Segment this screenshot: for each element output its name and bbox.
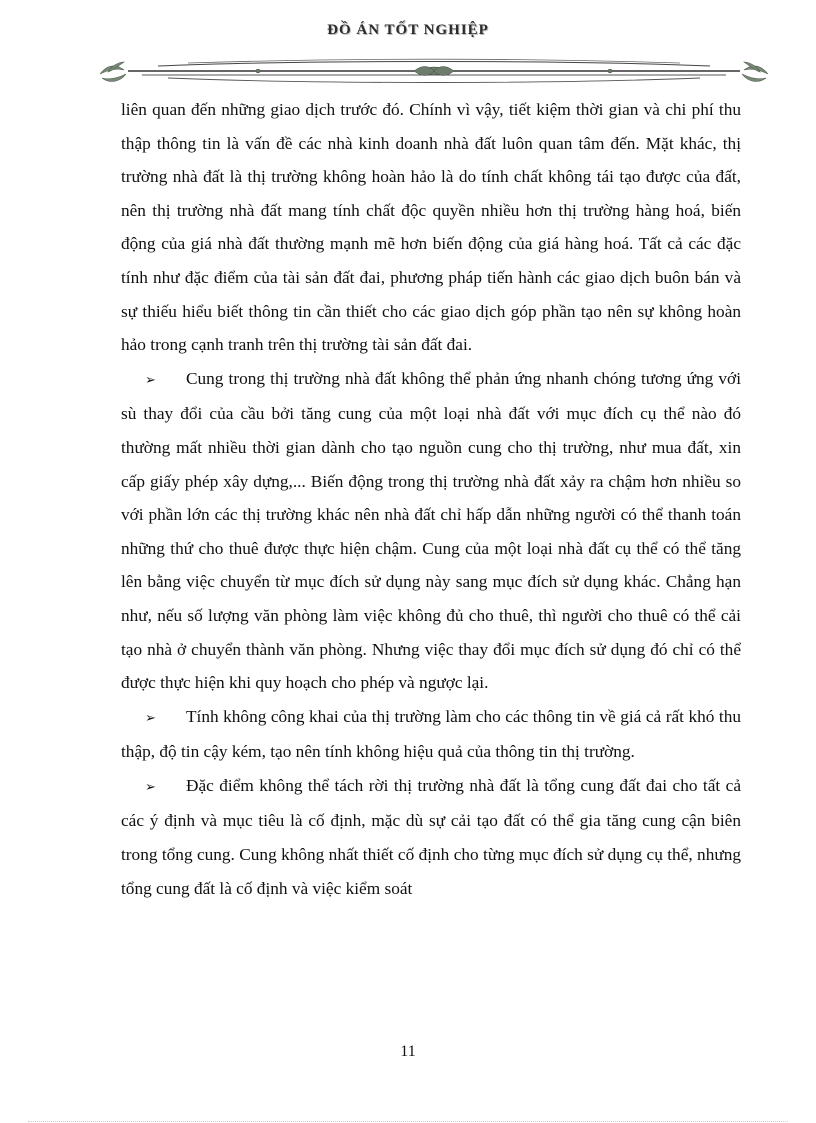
- bullet-paragraph-text: Cung trong thị trường nhà đất không thể phản ứng nhanh chóng tương ứng với sù thay đổi của cầu bởi tăng cung của một loại nhà đất với mục đích cụ thể nào đó thường mất nhiều thời gian dành cho tạo nguồn cung cho thị trường, như mua đất, xin cấp giấy phép xây dựng,... Biến động trong thị trường nhà đất xảy ra chậm hơn nhiều so với phần lớn các thị trường khác nên nhà đất chỉ hấp dẫn những người có thể thanh toán những thứ cho thuê được thực hiện chậm. Cung của một loại nhà đất cụ thể có thể tăng lên bằng việc chuyển từ mục đích sử dụng này sang mục đích sử dụng khác. Chẳng hạn như, nếu số lượng văn phòng làm việc không đủ cho thuê, thì người cho thuê có thể cải tạo nhà ở chuyển thành văn phòng. Nhưng việc thay đổi mục đích sử dụng đó chỉ có thể được thực hiện khi quy hoạch cho phép và ngược lại.: [121, 368, 741, 693]
- bullet-paragraph-text: Tính không công khai của thị trường làm cho các thông tin về giá cả rất khó thu thập, độ tin cậy kém, tạo nên tính không hiệu quả của thông tin thị trường.: [121, 706, 741, 762]
- document-body: [121, 93, 741, 905]
- arrow-bullet-icon: ➢: [145, 372, 156, 388]
- page-number: 11: [400, 1043, 416, 1060]
- header-title: ĐỒ ÁN TỐT NGHIỆP: [327, 22, 489, 38]
- bullet-paragraph-transparency: [121, 700, 741, 769]
- header-ornament-divider: [98, 54, 770, 86]
- arrow-bullet-icon: ➢: [145, 710, 156, 726]
- page-bottom-dotted-rule: [28, 1121, 788, 1122]
- bullet-paragraph-fixed-supply: [121, 769, 741, 905]
- paragraph-continuation: liên quan đến những giao dịch trước đó. Chính vì vậy, tiết kiệm thời gian và chi phí thu thập thông tin là vấn đề các nhà kinh doanh nhà đất luôn quan tâm đến. Mặt khác, thị trường nhà đất là thị trường không hoàn hảo là do tính chất không tái tạo được của đất, nên thị trường nhà đất mang tính chất độc quyền nhiều hơn thị trường hàng hoá, biến động của giá nhà đất thường mạnh mẽ hơn biến động của giá hàng hoá. Tất cả các đặc tính như đặc điểm của tài sản đất đai, phương pháp tiến hành các giao dịch buôn bán và sự thiếu hiểu biết thông tin cần thiết cho các giao dịch góp phần tạo nên sự không hoàn hảo trong cạnh tranh trên thị trường tài sản đất đai.: [121, 100, 741, 355]
- bullet-paragraph-text: Đặc điểm không thể tách rời thị trường nhà đất là tổng cung đất đai cho tất cả các ý định và mục tiêu là cố định, mặc dù sự cải tạo đất có thể gia tăng cung cận biên trong tổng cung. Cung không nhất thiết cố định cho từng mục đích sử dụng cụ thể, nhưng tổng cung đất là cố định và việc kiểm soát: [121, 775, 741, 898]
- arrow-bullet-icon: ➢: [145, 779, 156, 795]
- bullet-paragraph-supply: [121, 362, 741, 700]
